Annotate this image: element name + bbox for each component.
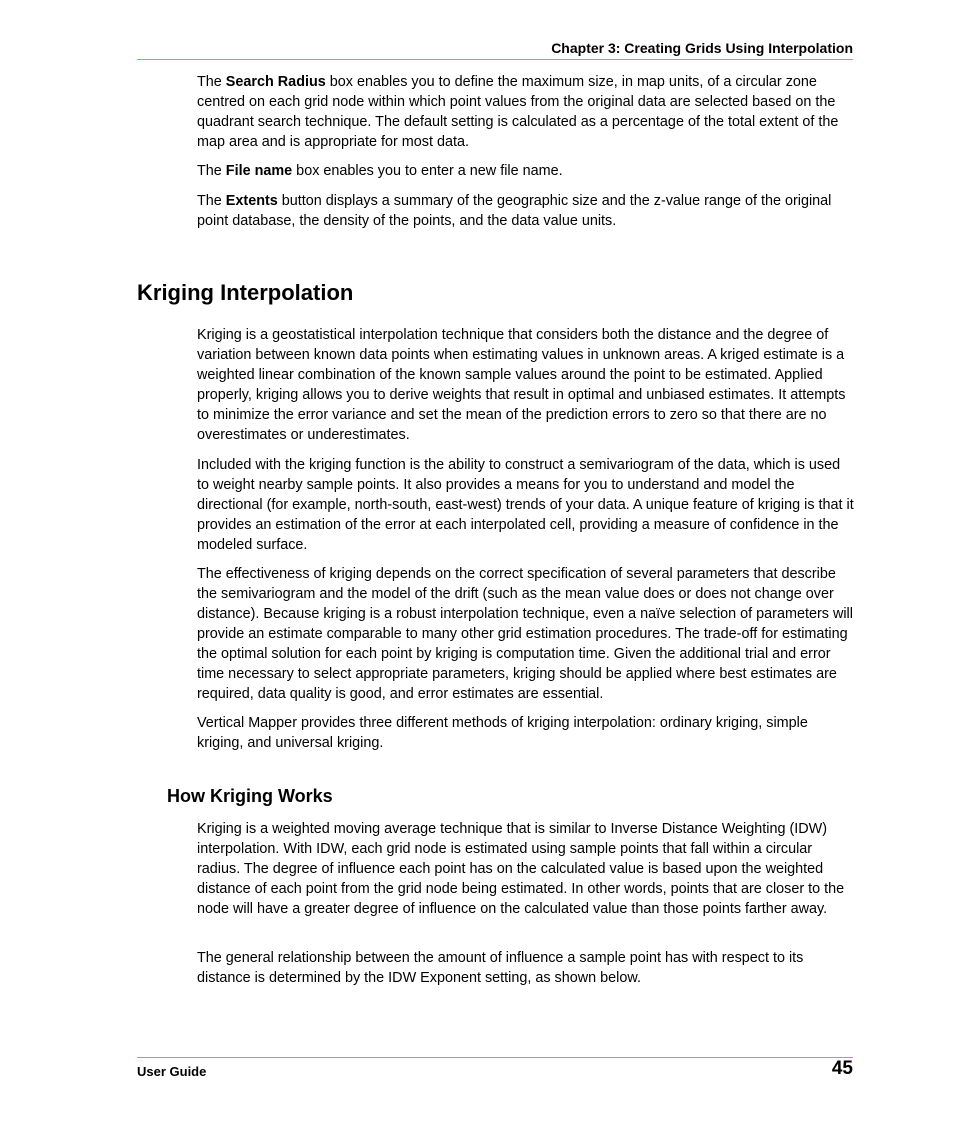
section-heading-kriging: Kriging Interpolation — [137, 280, 354, 305]
text: The — [197, 163, 226, 179]
paragraph-text: Kriging is a weighted moving average technique that is similar to Inverse Distance Weighting (IDW) interpolation. With IDW, each grid node is estimated using sample points that fall within a circular radius. The degree of influence each point has on the calculated value is based upon the weighted distance of each point from the grid node being estimated. In other words, points that are closer to the node will have a greater degree of influence on the calculated value than those points farther away. — [197, 821, 845, 917]
paragraph-text: Included with the kriging function is the ability to construct a semivariogram of the data, which is used to weight nearby sample points. It also provides a means for you to understand and model the directional (for example, north-south, east-west) trends of your data. A unique feature of kriging is that it provides an estimation of the error at each interpolated cell, providing a measure of confidence in the modeled surface. — [197, 457, 854, 553]
how-kriging-paragraph-1 — [197, 819, 854, 919]
paragraph-text: The effectiveness of kriging depends on the correct specification of several parameters that describe the semivariogram and the model of the drift (such as the mean value does or does not change over distance). Because kriging is a robust interpolation technique, even a naïve selection of parameters will provide an estimate comparable to many other grid estimation procedures. The trade-off for estimating the optimal solution for each point by kriging is computation time. Given the additional trial and error time necessary to select appropriate parameters, kriging should be applied where best estimates are required, data quality is good, and error estimates are essential. — [197, 566, 853, 702]
page-number: 45 — [831, 1058, 853, 1079]
kriging-paragraph-4 — [197, 713, 854, 753]
footer-label: User Guide — [137, 1064, 207, 1079]
kriging-paragraph-2 — [197, 455, 854, 555]
footer-rule — [137, 1057, 853, 1058]
text: The — [197, 74, 226, 90]
intro-paragraph-extents — [197, 191, 854, 231]
chapter-title: Chapter 3: Creating Grids Using Interpolation — [551, 40, 853, 56]
paragraph-text: The general relationship between the amount of influence a sample point has with respect to its distance is determined by the IDW Exponent setting, as shown below. — [197, 950, 804, 986]
text: box enables you to enter a new file name. — [292, 163, 563, 179]
intro-paragraph-search-radius — [197, 72, 854, 152]
kriging-paragraph-1 — [197, 325, 854, 445]
kriging-paragraph-3 — [197, 564, 854, 704]
text: button displays a summary of the geographic size and the z-value range of the original point database, the density of the points, and the data value units. — [197, 193, 832, 229]
how-kriging-paragraph-2 — [197, 948, 854, 988]
paragraph-text: Kriging is a geostatistical interpolation technique that considers both the distance and the degree of variation between known data points when estimating values in unknown areas. A kriged estimate is a weighted linear combination of the known sample values around the point to be estimated. Applied properly, kriging allows you to derive weights that result in optimal and unbiased estimates. It attempts to minimize the error variance and set the mean of the prediction errors to zero so that there are no overestimates or underestimates. — [197, 327, 846, 443]
subsection-heading-how-kriging-works: How Kriging Works — [167, 786, 333, 806]
term-search-radius: Search Radius — [225, 74, 326, 90]
paragraph-text: Vertical Mapper provides three different methods of kriging interpolation: ordinary kriging, simple kriging, and universal kriging. — [197, 715, 808, 751]
header-rule — [137, 59, 853, 60]
text: The — [197, 193, 226, 209]
term-extents: Extents — [225, 193, 278, 209]
intro-paragraph-file-name — [197, 161, 854, 181]
term-file-name: File name — [225, 163, 293, 179]
text: box enables you to define the maximum size, in map units, of a circular zone centred on each grid node within which point values from the original data are selected based on the quadrant search technique. The default setting is calculated as a percentage of the total extent of the map area and is appropriate for most data. — [197, 74, 839, 150]
